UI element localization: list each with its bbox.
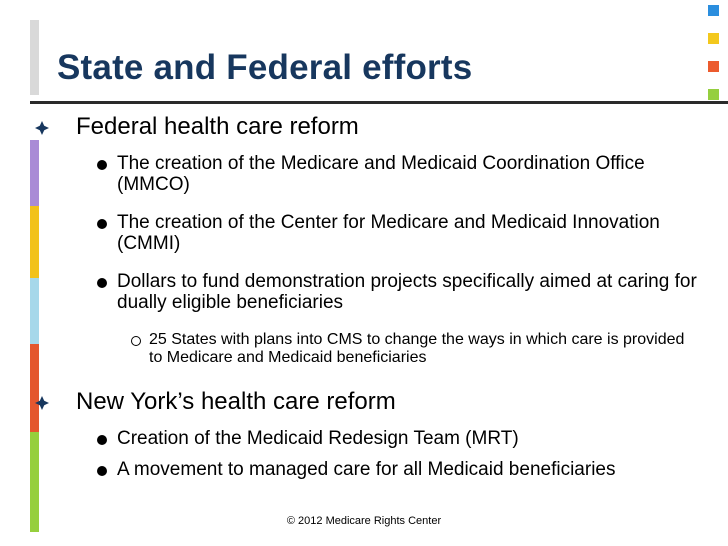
dot-bullet-icon bbox=[97, 278, 107, 288]
accent-bar-purple bbox=[30, 140, 39, 206]
section-heading-text: Federal health care reform bbox=[76, 113, 359, 140]
section-heading-new-york bbox=[35, 388, 396, 415]
diamond-bullet-icon bbox=[35, 396, 49, 410]
slide-title: State and Federal efforts bbox=[57, 48, 473, 87]
sub-list-item-text: 25 States with plans into CMS to change the ways in which care is provided to Medicare and Medicaid beneficiaries bbox=[149, 331, 685, 367]
list-item bbox=[97, 459, 697, 480]
accent-bar-blue bbox=[30, 278, 39, 344]
list-item-text: The creation of the Medicare and Medicaid Coordination Office (MMCO) bbox=[117, 153, 645, 196]
decor-square-red bbox=[708, 61, 719, 72]
accent-bar-gray bbox=[30, 20, 39, 95]
list-item bbox=[97, 271, 697, 314]
list-item-text: The creation of the Center for Medicare and Medicaid Innovation (CMMI) bbox=[117, 212, 660, 255]
title-divider bbox=[30, 101, 728, 104]
decor-square-yellow bbox=[708, 33, 719, 44]
list-item bbox=[97, 212, 697, 255]
dot-bullet-icon bbox=[97, 435, 107, 445]
dot-bullet-icon bbox=[97, 219, 107, 229]
slide-footer: © 2012 Medicare Rights Center bbox=[286, 515, 442, 527]
list-item-text: Dollars to fund demonstration projects specifically aimed at caring for dually eligible beneficiaries bbox=[117, 271, 697, 314]
decor-square-blue bbox=[708, 5, 719, 16]
section-heading-federal bbox=[35, 113, 359, 140]
list-item bbox=[97, 428, 697, 449]
dot-bullet-icon bbox=[97, 160, 107, 170]
list-item-text: A movement to managed care for all Medicaid beneficiaries bbox=[117, 459, 616, 480]
accent-bar-yellow bbox=[30, 206, 39, 278]
diamond-bullet-icon bbox=[35, 121, 49, 135]
section-heading-text: New York’s health care reform bbox=[76, 388, 396, 415]
hollow-circle-bullet-icon bbox=[131, 336, 141, 346]
decor-square-green bbox=[708, 89, 719, 100]
list-item bbox=[97, 153, 697, 196]
dot-bullet-icon bbox=[97, 466, 107, 476]
sub-list-item bbox=[131, 331, 694, 367]
list-item-text: Creation of the Medicaid Redesign Team (MRT) bbox=[117, 428, 519, 449]
